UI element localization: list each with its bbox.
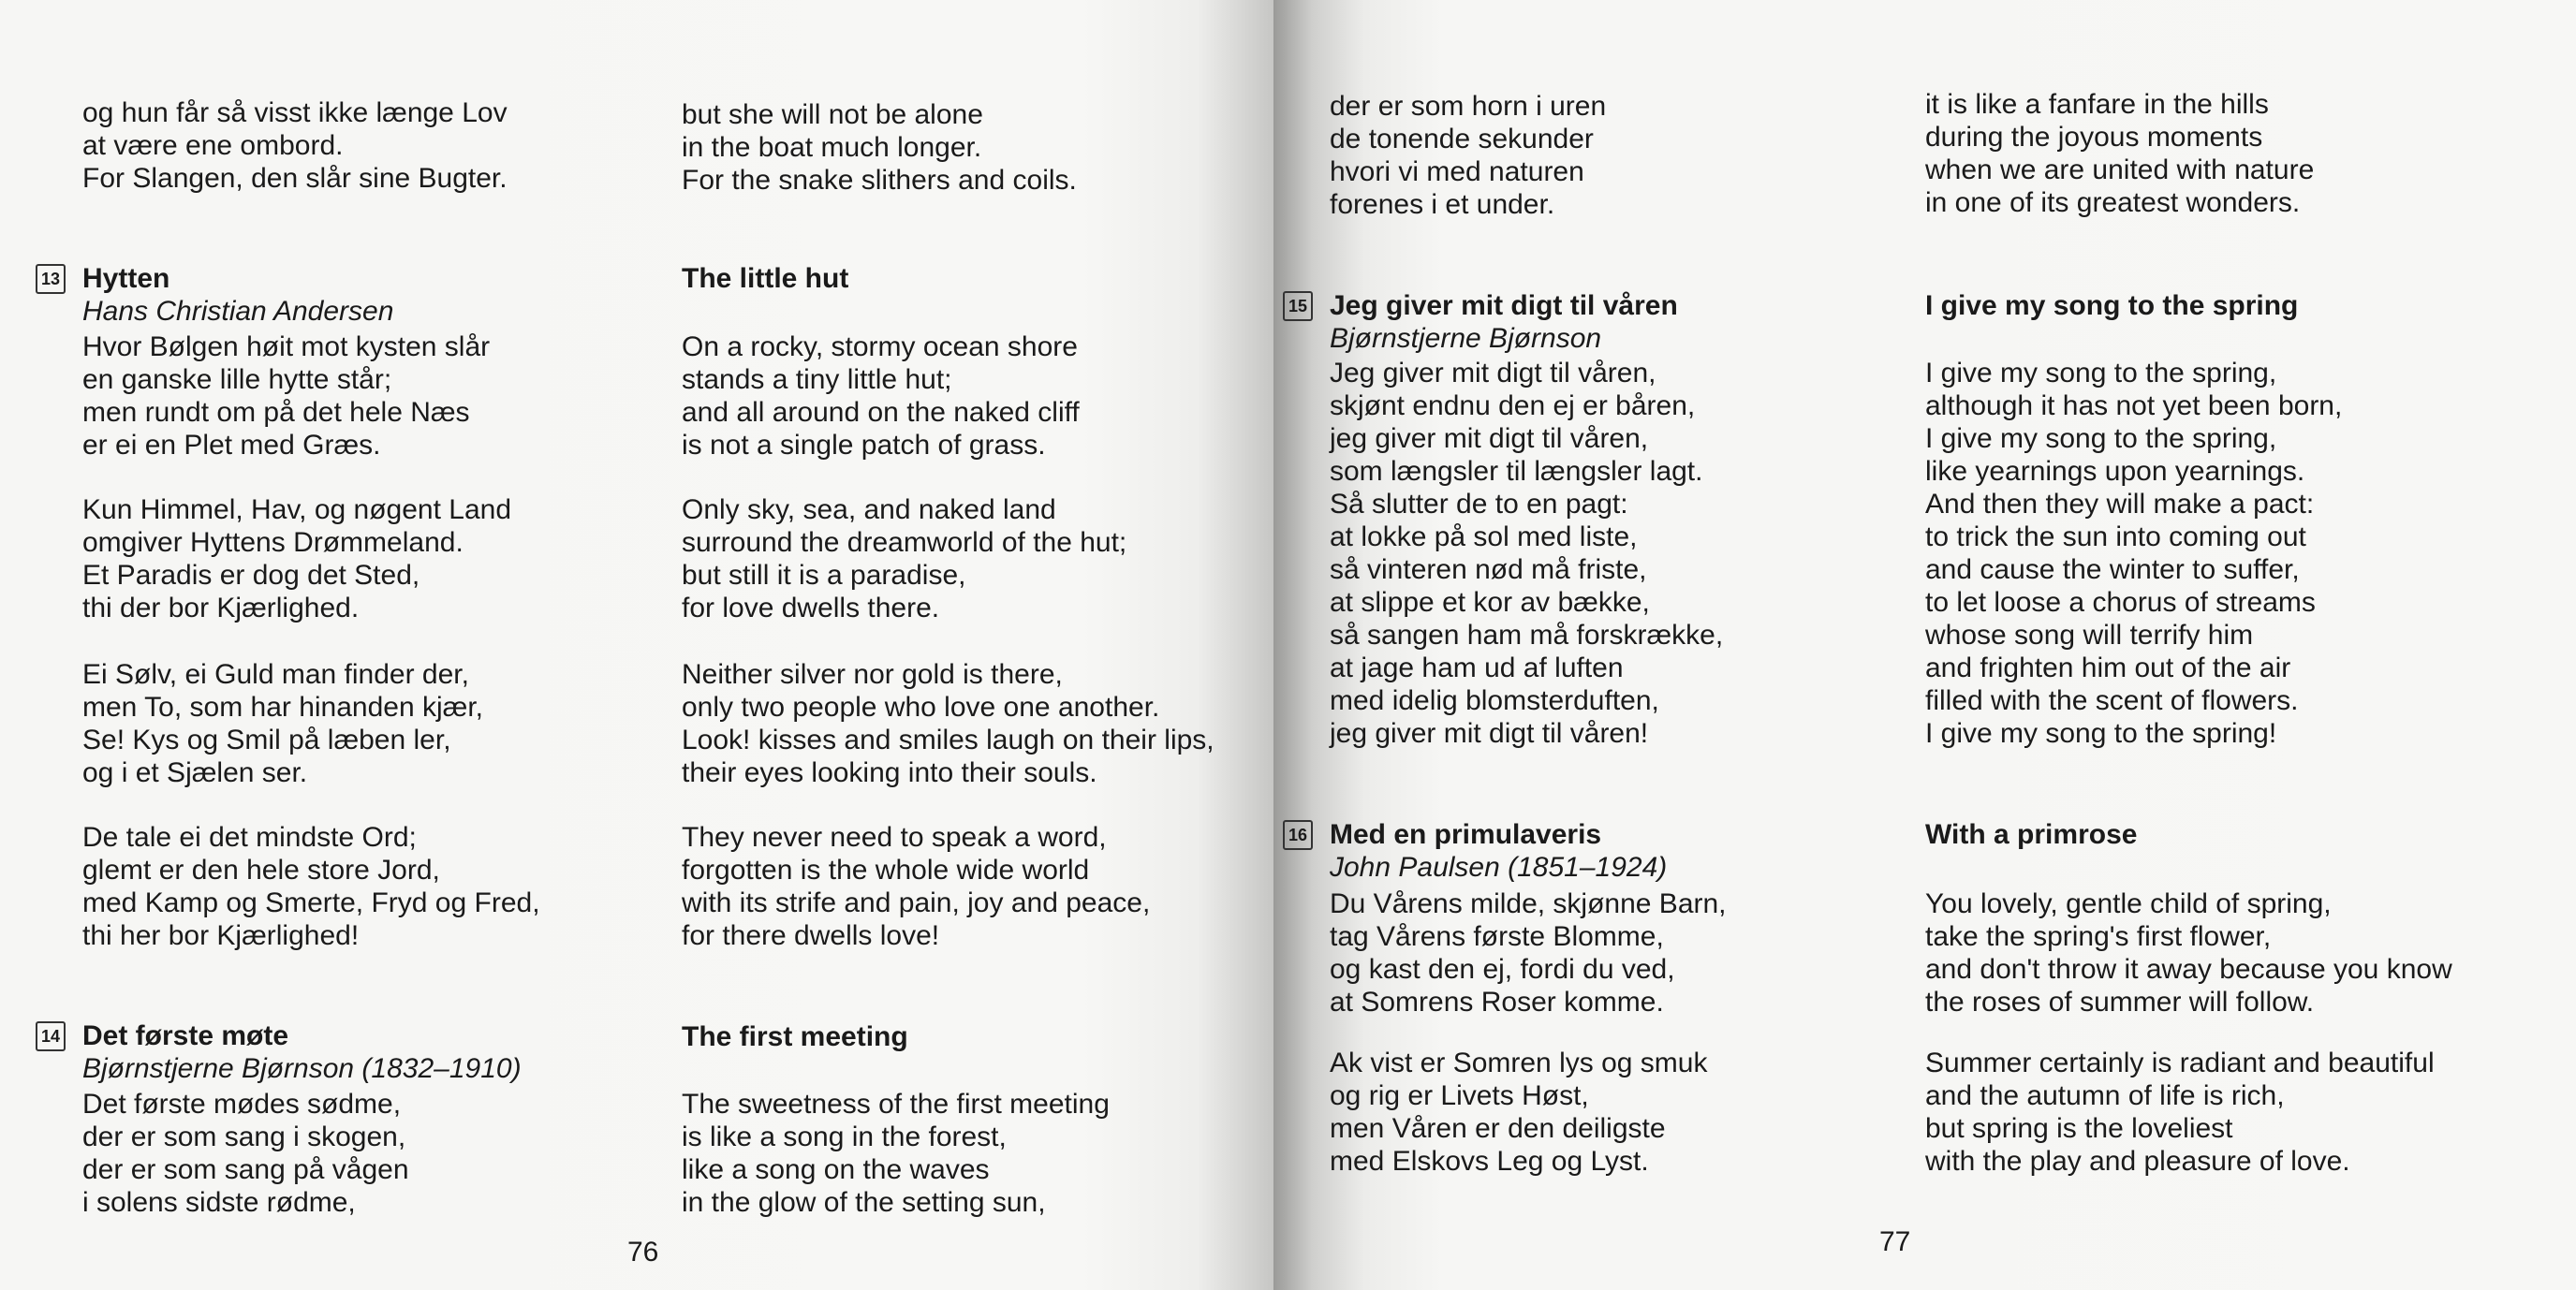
verse-line: men To, som har hinanden kjær, xyxy=(82,692,484,723)
verse-line: in one of its greatest wonders. xyxy=(1925,187,2301,218)
verse-line: i solens sidste rødme, xyxy=(82,1187,356,1218)
verse-line: at være ene ombord. xyxy=(82,130,344,161)
poem-title: Jeg giver mit digt til våren xyxy=(1330,290,1678,321)
track-number: 13 xyxy=(36,264,66,294)
verse-line: They never need to speak a word, xyxy=(682,822,1107,853)
verse-line: at Somrens Roser komme. xyxy=(1330,987,1664,1018)
poem-author: Bjørnstjerne Bjørnson (1832–1910) xyxy=(82,1053,522,1084)
verse-line: der er som sang på vågen xyxy=(82,1154,409,1185)
verse-line: og hun får så visst ikke længe Lov xyxy=(82,97,508,128)
verse-line: og i et Sjælen ser. xyxy=(82,757,308,788)
verse-line: for love dwells there. xyxy=(682,593,940,623)
verse-line: when we are united with nature xyxy=(1925,154,2315,185)
verse-line: is like a song in the forest, xyxy=(682,1121,1007,1152)
verse-line: Et Paradis er dog det Sted, xyxy=(82,560,420,591)
poem-title: Med en primulaveris xyxy=(1330,819,1602,850)
verse-line: forenes i et under. xyxy=(1330,189,1555,220)
verse-line: at jage ham ud af luften xyxy=(1330,652,1624,683)
verse-line: filled with the scent of flowers. xyxy=(1925,685,2299,716)
verse-line: I give my song to the spring, xyxy=(1925,423,2277,454)
verse-line: I give my song to the spring! xyxy=(1925,718,2277,749)
verse-line: med Kamp og Smerte, Fryd og Fred, xyxy=(82,887,540,918)
right-page xyxy=(1273,0,2576,1290)
verse-line: like yearnings upon yearnings. xyxy=(1925,456,2305,487)
verse-line: stands a tiny little hut; xyxy=(682,364,952,395)
verse-line: at lokke på sol med liste, xyxy=(1330,521,1638,552)
verse-line: I give my song to the spring, xyxy=(1925,358,2277,388)
verse-line: is not a single patch of grass. xyxy=(682,430,1046,461)
verse-line: their eyes looking into their souls. xyxy=(682,757,1097,788)
track-number: 14 xyxy=(36,1021,66,1051)
page-number: 76 xyxy=(627,1237,659,1268)
verse-line: and don't throw it away because you know xyxy=(1925,954,2452,985)
verse-line: Du Vårens milde, skjønne Barn, xyxy=(1330,888,1727,919)
verse-line: like a song on the waves xyxy=(682,1154,990,1185)
verse-line: Jeg giver mit digt til våren, xyxy=(1330,358,1656,388)
poem-author: John Paulsen (1851–1924) xyxy=(1330,852,1668,883)
verse-line: it is like a fanfare in the hills xyxy=(1925,89,2269,120)
verse-line: with its strife and pain, joy and peace, xyxy=(682,887,1151,918)
page-number: 77 xyxy=(1879,1226,1911,1257)
verse-line: during the joyous moments xyxy=(1925,122,2263,153)
verse-line: hvori vi med naturen xyxy=(1330,156,1584,187)
verse-line: så vinteren nød må friste, xyxy=(1330,554,1647,585)
verse-line: and cause the winter to suffer, xyxy=(1925,554,2300,585)
verse-line: Det første mødes sødme, xyxy=(82,1089,402,1120)
verse-line: and the autumn of life is rich, xyxy=(1925,1080,2285,1111)
verse-line: surround the dreamworld of the hut; xyxy=(682,527,1127,558)
poem-title: I give my song to the spring xyxy=(1925,290,2299,321)
verse-line: to let loose a chorus of streams xyxy=(1925,587,2316,618)
verse-line: take the spring's first flower, xyxy=(1925,921,2272,952)
verse-line: De tale ei det mindste Ord; xyxy=(82,822,417,853)
verse-line: tag Vårens første Blomme, xyxy=(1330,921,1664,952)
verse-line: de tonende sekunder xyxy=(1330,124,1594,154)
verse-line: med idelig blomsterduften, xyxy=(1330,685,1659,716)
verse-line: der er som sang i skogen, xyxy=(82,1121,406,1152)
poem-title: The little hut xyxy=(682,263,849,294)
poem-author: Hans Christian Andersen xyxy=(82,296,394,327)
verse-line: glemt er den hele store Jord, xyxy=(82,855,440,886)
verse-line: forgotten is the whole wide world xyxy=(682,855,1090,886)
poem-title: Hytten xyxy=(82,263,170,294)
verse-line: Look! kisses and smiles laugh on their lips, xyxy=(682,725,1214,755)
verse-line: but she will not be alone xyxy=(682,99,983,130)
verse-line: med Elskovs Leg og Lyst. xyxy=(1330,1146,1649,1177)
verse-line: Neither silver nor gold is there, xyxy=(682,659,1063,690)
verse-line: Ak vist er Somren lys og smuk xyxy=(1330,1048,1708,1078)
verse-line: Only sky, sea, and naked land xyxy=(682,494,1056,525)
track-number: 16 xyxy=(1283,820,1313,850)
verse-line: but spring is the loveliest xyxy=(1925,1113,2233,1144)
poem-author: Bjørnstjerne Bjørnson xyxy=(1330,323,1602,354)
verse-line: at slippe et kor av bække, xyxy=(1330,587,1650,618)
verse-line: You lovely, gentle child of spring, xyxy=(1925,888,2332,919)
verse-line: For Slangen, den slår sine Bugter. xyxy=(82,163,508,194)
verse-line: with the play and pleasure of love. xyxy=(1925,1146,2350,1177)
verse-line: in the boat much longer. xyxy=(682,132,982,163)
left-page xyxy=(0,0,1273,1290)
verse-line: Så slutter de to en pagt: xyxy=(1330,489,1628,520)
verse-line: thi her bor Kjærlighed! xyxy=(82,920,360,951)
verse-line: Ei Sølv, ei Guld man finder der, xyxy=(82,659,469,690)
verse-line: og kast den ej, fordi du ved, xyxy=(1330,954,1675,985)
verse-line: men Våren er den deiligste xyxy=(1330,1113,1666,1144)
verse-line: Kun Himmel, Hav, og nøgent Land xyxy=(82,494,512,525)
poem-title: With a primrose xyxy=(1925,819,2138,850)
verse-line: skjønt endnu den ej er båren, xyxy=(1330,390,1696,421)
verse-line: On a rocky, stormy ocean shore xyxy=(682,331,1078,362)
verse-line: men rundt om på det hele Næs xyxy=(82,397,470,428)
verse-line: der er som horn i uren xyxy=(1330,91,1607,122)
verse-line: only two people who love one another. xyxy=(682,692,1160,723)
verse-line: The sweetness of the first meeting xyxy=(682,1089,1110,1120)
track-number: 15 xyxy=(1283,291,1313,321)
verse-line: så sangen ham må forskrække, xyxy=(1330,620,1724,651)
verse-line: thi der bor Kjærlighed. xyxy=(82,593,360,623)
poem-title: The first meeting xyxy=(682,1021,908,1052)
verse-line: er ei en Plet med Græs. xyxy=(82,430,381,461)
verse-line: Summer certainly is radiant and beautiful xyxy=(1925,1048,2435,1078)
verse-line: whose song will terrify him xyxy=(1925,620,2254,651)
verse-line: omgiver Hyttens Drømmeland. xyxy=(82,527,464,558)
verse-line: Se! Kys og Smil på læben ler, xyxy=(82,725,451,755)
poem-title: Det første møte xyxy=(82,1020,289,1051)
verse-line: although it has not yet been born, xyxy=(1925,390,2343,421)
verse-line: and frighten him out of the air xyxy=(1925,652,2291,683)
verse-line: en ganske lille hytte står; xyxy=(82,364,392,395)
verse-line: for there dwells love! xyxy=(682,920,940,951)
verse-line: For the snake slithers and coils. xyxy=(682,165,1077,196)
verse-line: and all around on the naked cliff xyxy=(682,397,1080,428)
verse-line: but still it is a paradise, xyxy=(682,560,966,591)
verse-line: in the glow of the setting sun, xyxy=(682,1187,1046,1218)
verse-line: Hvor Bølgen høit mot kysten slår xyxy=(82,331,491,362)
verse-line: og rig er Livets Høst, xyxy=(1330,1080,1589,1111)
verse-line: jeg giver mit digt til våren! xyxy=(1330,718,1649,749)
verse-line: to trick the sun into coming out xyxy=(1925,521,2306,552)
verse-line: som længsler til længsler lagt. xyxy=(1330,456,1703,487)
verse-line: And then they will make a pact: xyxy=(1925,489,2315,520)
verse-line: the roses of summer will follow. xyxy=(1925,987,2315,1018)
verse-line: jeg giver mit digt til våren, xyxy=(1330,423,1649,454)
